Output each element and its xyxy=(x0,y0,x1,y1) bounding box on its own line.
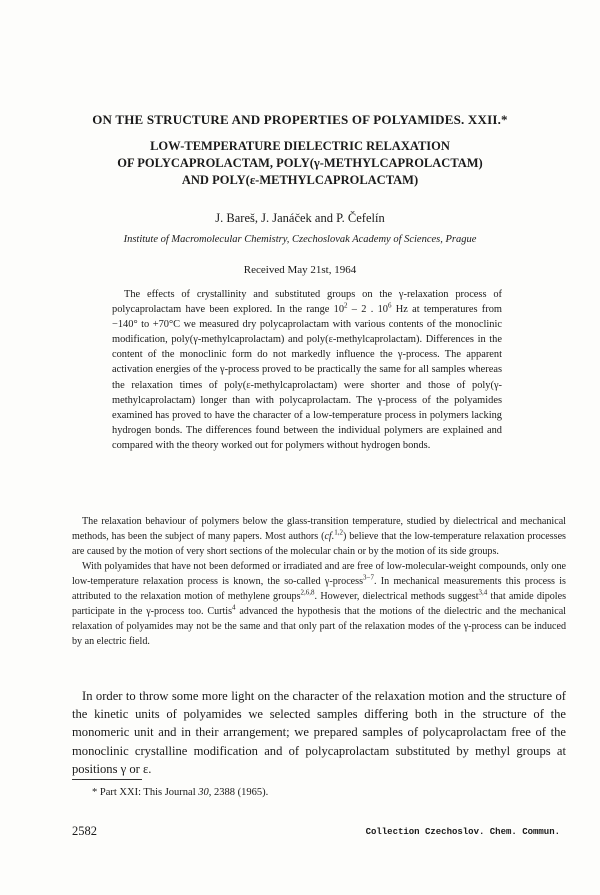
institute-affiliation: Institute of Macromolecular Chemistry, Czechoslovak Academy of Sciences, Prague xyxy=(123,234,477,245)
citation-ref: 1,2 xyxy=(334,528,344,537)
article-title-line-2: OF POLYCAPROLACTAM, POLY(γ-METHYLCAPROLACTAM) xyxy=(117,156,483,170)
series-title: ON THE STRUCTURE AND PROPERTIES OF POLYAMIDES. XXII.* xyxy=(92,112,508,127)
footnote-divider xyxy=(72,779,142,780)
citation-ref: 2,6,8 xyxy=(300,588,315,597)
footnote: * Part XXI: This Journal 30, 2388 (1965). xyxy=(92,787,269,798)
received-date: Received May 21st, 1964 xyxy=(243,264,357,276)
article-title-line-3: AND POLY(ε-METHYLCAPROLACTAM) xyxy=(181,173,419,187)
paragraph-2: With polyamides that have not been deformed or irradiated and are free of low-molecular-weight compounds, only one low-temperature relaxation process is known, the so-called γ-process$^{3-7}$. In mechanical measurements this process is attributed to the relaxation motion of methylene groups$^{2,6,8}$. However, dielectrical methods suggest$^{3,4}$ that amide dipoles participate in the γ-process too. Curtis$^4$ advanced the hypothesis that the motions of the dielectric and the mechanical relaxation of polyamides may not be the same and that only part of the relaxation modes of the γ-process can be induced by an electric field. xyxy=(72,561,567,647)
authors: J. Bareš, J. Janáček and P. Čefelín xyxy=(215,211,385,225)
introduction-small xyxy=(72,514,566,649)
article-title-line-1: LOW-TEMPERATURE DIELECTRIC RELAXATION xyxy=(150,139,450,153)
paragraph-3: In order to throw some more light on the character of the relaxation motion and the structure of the kinetic units of polyamides we selected samples differing both in the structure of the monomeric unit and in their arrangement; we prepared samples of polycaprolactam free of the monoclinic crystalline modification and of polycaprolactam substituted by methyl groups at positions γ or ε. xyxy=(72,689,566,776)
citation-ref: 4 xyxy=(232,603,236,612)
page-number: 2582 xyxy=(72,824,97,838)
citation-ref: 3,4 xyxy=(478,588,488,597)
citation-ref: 3−7 xyxy=(363,573,374,582)
journal-name: Collection Czechoslov. Chem. Commun. xyxy=(365,827,560,837)
abstract: The effects of crystallinity and substituted groups on the γ-relaxation process of polycaprolactam have been explored. In the range $10^2 - 2$ . $10^6$ Hz at temperatures from −140° to +70°C we measured dry polycaprolactam with various contents of the monoclinic modification, poly(γ-methylcaprolactam) and poly(ε-methylcaprolactam). Differences in the content of the monoclinic form do not markedly influence the γ-process. The apparent activation energies of the γ-process proved to be practically the same for all samples whereas the relaxation times of poly(ε-methylcaprolactam) were shorter and those of poly(γ-methylcaprolactam) longer than with polycaprolactam. The γ-process of the polyamides examined has proved to have the character of a low-temperature process in polymers lacking hydrogen bonds. The differences found between the individual polymers are explained and compared with the theory worked out for polymers without hydrogen bonds. xyxy=(112,289,502,451)
paragraph-1: The relaxation behaviour of polymers below the glass-transition temperature, studied by dielectrical and mechanical methods, has been the subject of many papers. Most authors (cf.$^{1,2}$) believe that the low-temperature relaxation processes are caused by the motion of very short sections of the molecular chain or by the motion of its side groups. xyxy=(72,516,566,557)
